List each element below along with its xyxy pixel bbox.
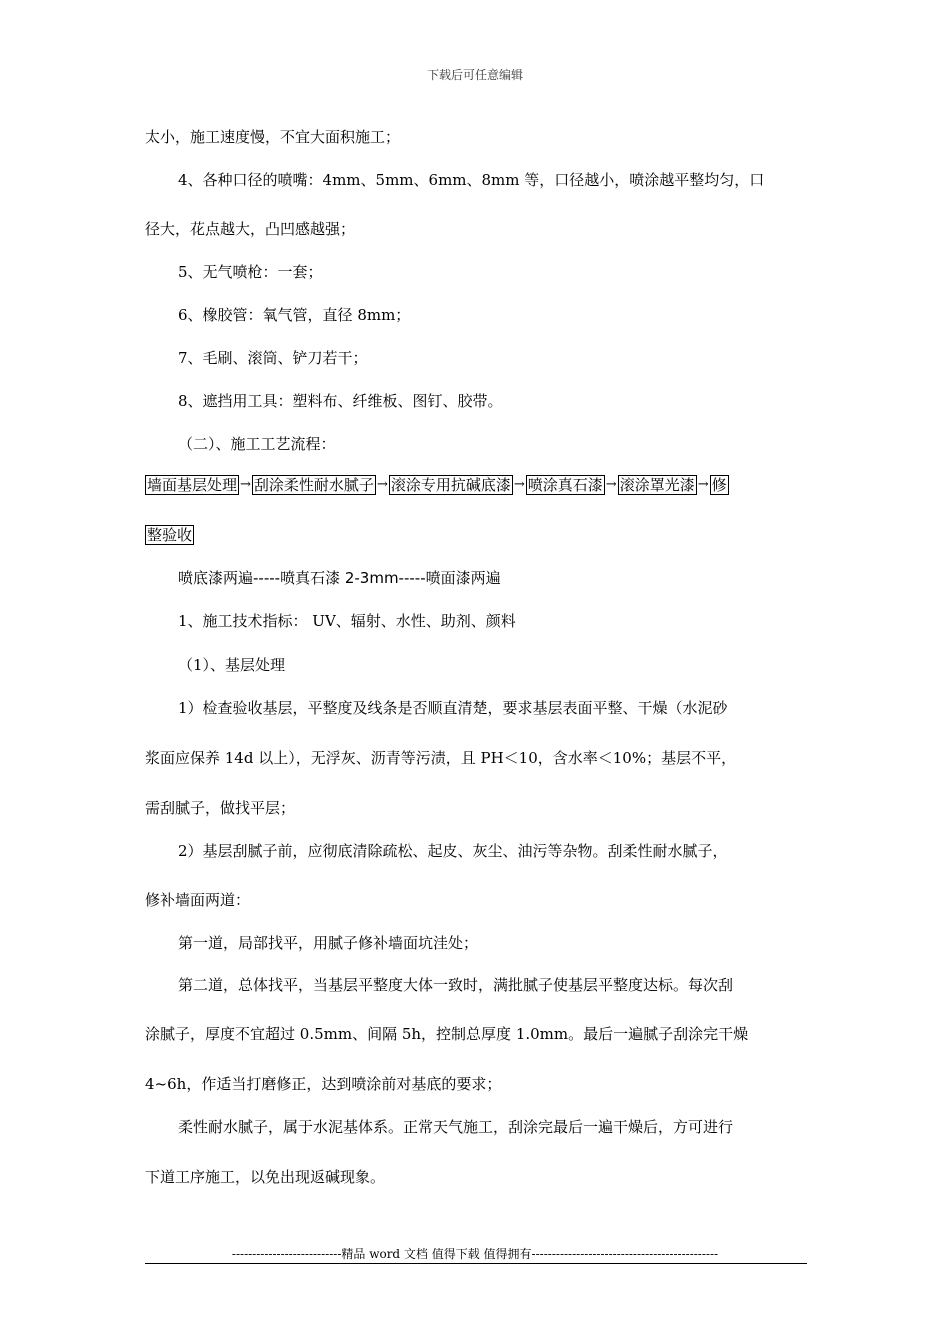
page-footer: ---------------------------精品 word 文档 值得下载 值得拥有---------------------------------------------- (231, 1247, 719, 1261)
body-line: 8、遮挡用工具：塑料布、纤维板、图钉、胶带。 (178, 392, 503, 410)
body-line: 4、各种口径的喷嘴：4mm、5mm、6mm、8mm 等，口径越小，喷涂越平整均匀，口 (178, 171, 765, 189)
body-line: 涂腻子，厚度不宜超过 0.5mm、间隔 5h，控制总厚度 1.0mm。最后一遍腻子刮涂完干燥 (145, 1025, 749, 1043)
body-line: 6、橡胶管：氧气管，直径 8mm； (178, 306, 411, 324)
body-line: 第二道，总体找平，当基层平整度大体一致时，满批腻子使基层平整度达标。每次刮 (178, 976, 734, 994)
body-line: 浆面应保养 14d 以上），无浮灰、沥青等污渍，且 PH＜10，含水率＜10%；基层不平， (145, 749, 737, 767)
body-line: 5、无气喷枪：一套； (178, 263, 323, 281)
flow-step: 墙面基层处理 (147, 476, 238, 494)
arrow-icon: → (240, 477, 251, 492)
arrow-icon: → (697, 477, 709, 492)
arrow-icon: → (605, 477, 617, 492)
body-line: 柔性耐水腻子，属于水泥基体系。正常天气施工，刮涂完最后一遍干燥后，方可进行 (178, 1118, 734, 1136)
body-line: 第一道，局部找平，用腻子修补墙面坑洼处； (178, 934, 479, 952)
flow-step: 修 (711, 476, 727, 494)
footer-divider (145, 1263, 807, 1264)
body-line: 太小，施工速度慢，不宜大面积施工； (145, 128, 401, 146)
flow-step: 整验收 (147, 526, 193, 544)
body-line: 2）基层刮腻子前，应彻底清除疏松、起皮、灰尘、油污等杂物。刮柔性耐水腻子， (178, 842, 728, 860)
arrow-icon: → (376, 477, 388, 492)
body-line: 1、施工技术指标： UV、辐射、水性、助剂、颜料 (178, 612, 516, 630)
body-line: 需刮腻子，做找平层； (145, 799, 296, 817)
body-line: 径大，花点越大，凸凹感越强； (145, 220, 356, 238)
arrow-icon: → (513, 477, 525, 492)
body-line: 喷底漆两遍-----喷真石漆 2-3mm-----喷面漆两遍 (178, 569, 501, 587)
body-line: 1）检查验收基层，平整度及线条是否顺直清楚，要求基层表面平整、干燥（水泥砂 (178, 699, 728, 717)
flow-step: 滚涂专用抗碱底漆 (390, 476, 511, 494)
body-line: 4~6h，作适当打磨修正，达到喷涂前对基底的要求； (145, 1075, 502, 1093)
flow-step: 喷涂真石漆 (527, 476, 603, 494)
section-heading: （1）、基层处理 (178, 656, 286, 674)
flow-step: 滚涂罩光漆 (619, 476, 695, 494)
section-heading: （二）、施工工艺流程： (178, 435, 336, 453)
process-flow (145, 475, 729, 495)
body-line: 下道工序施工，以免出现返碱现象。 (145, 1168, 386, 1186)
body-line: 7、毛刷、滚筒、铲刀若干； (178, 349, 368, 367)
page-header: 下载后可任意编辑 (426, 68, 523, 82)
body-line: 修补墙面两道： (145, 891, 251, 909)
flow-step: 刮涂柔性耐水腻子 (253, 476, 374, 494)
